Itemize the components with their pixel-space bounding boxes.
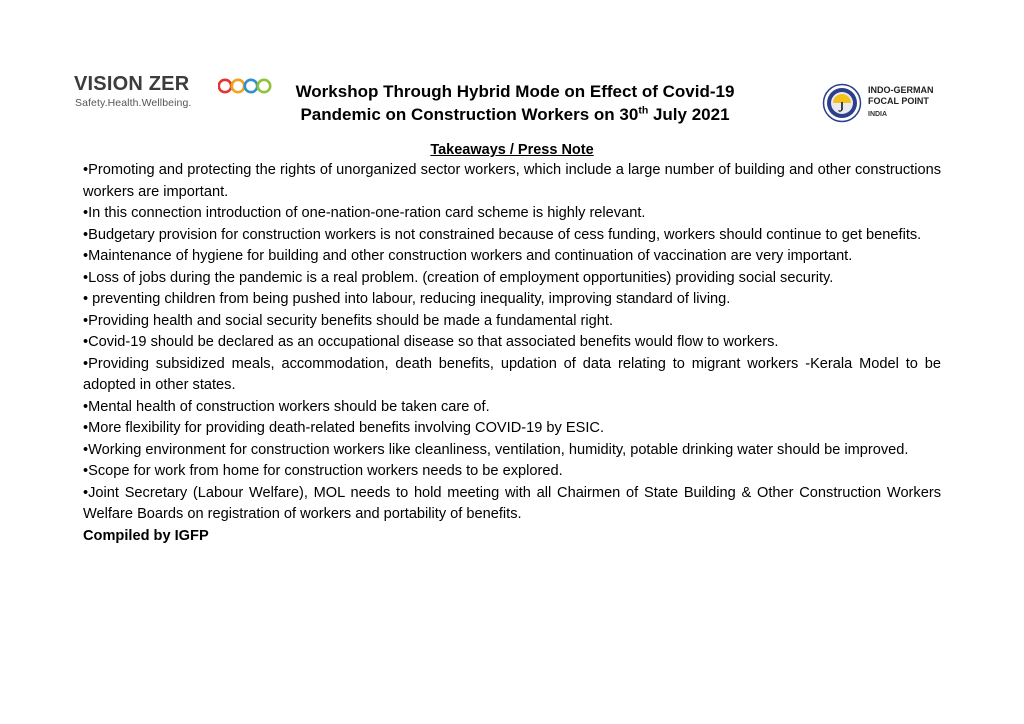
ring-orange: [232, 80, 244, 92]
takeaway-item: •Joint Secretary (Labour Welfare), MOL needs to hold meeting with all Chairmen of State Building & Other Construction Workers Welfare Boards on registration of workers and portability of benefits.: [83, 484, 941, 522]
igfp-line-2: FOCAL POINT: [868, 96, 929, 106]
igfp-logo: [822, 83, 952, 123]
takeaway-item: •Maintenance of hygiene for building and other construction workers and continuation of vaccination are very important.: [83, 248, 853, 264]
takeaway-item: •Working environment for construction workers like cleanliness, ventilation, humidity, potable drinking water should be improved.: [83, 441, 909, 458]
takeaway-item: •Covid-19 should be declared as an occupational disease so that associated benefits would flow to workers.: [83, 334, 779, 350]
vision-zero-logo: [74, 73, 249, 113]
document-title: [255, 80, 775, 126]
vision-zero-wordmark: VISION ZER: [74, 73, 190, 95]
takeaway-item: •Loss of jobs during the pandemic is a real problem. (creation of employment opportunities) providing social security.: [83, 269, 834, 286]
takeaway-item: •In this connection introduction of one-nation-one-ration card scheme is highly relevant.: [83, 205, 646, 221]
takeaway-item: •Providing health and social security benefits should be made a fundamental right.: [83, 312, 613, 329]
igfp-logo-text: [868, 85, 934, 120]
igfp-emblem-icon: [822, 83, 862, 123]
vision-zero-tagline: Safety.Health.Wellbeing.: [75, 97, 192, 109]
ring-red: [219, 80, 231, 92]
title-line-2: [255, 103, 775, 126]
igfp-line-1: INDO-GERMAN: [868, 85, 934, 95]
compiled-by: Compiled by IGFP: [83, 527, 209, 544]
takeaways-list: [83, 160, 941, 547]
title-line-2-part-a: Pandemic on Construction Workers on 30: [300, 105, 639, 124]
title-line-2-part-b: July 2021: [648, 105, 730, 124]
takeaway-item: •Scope for work from home for construction workers needs to be explored.: [83, 463, 563, 479]
takeaway-item: •More flexibility for providing death-related benefits involving COVID-19 by ESIC.: [83, 420, 604, 436]
takeaway-item: • preventing children from being pushed into labour, reducing inequality, improving standard of living.: [83, 291, 731, 307]
title-line-1: Workshop Through Hybrid Mode on Effect of Covid-19: [295, 82, 735, 101]
title-line-2-superscript: th: [638, 104, 649, 117]
takeaway-item: •Providing subsidized meals, accommodation, death benefits, updation of data relating to migrant workers -Kerala Model to be adopted in other states.: [83, 355, 941, 393]
takeaway-item: •Mental health of construction workers should be taken care of.: [83, 398, 490, 415]
section-subtitle: Takeaways / Press Note: [430, 142, 594, 158]
igfp-line-3: INDIA: [868, 111, 888, 118]
takeaway-item: •Budgetary provision for construction workers is not constrained because of cess funding, workers should continue to get benefits.: [83, 226, 922, 243]
takeaway-item: •Promoting and protecting the rights of unorganized sector workers, which include a large number of building and other constructions workers are important.: [83, 162, 941, 200]
